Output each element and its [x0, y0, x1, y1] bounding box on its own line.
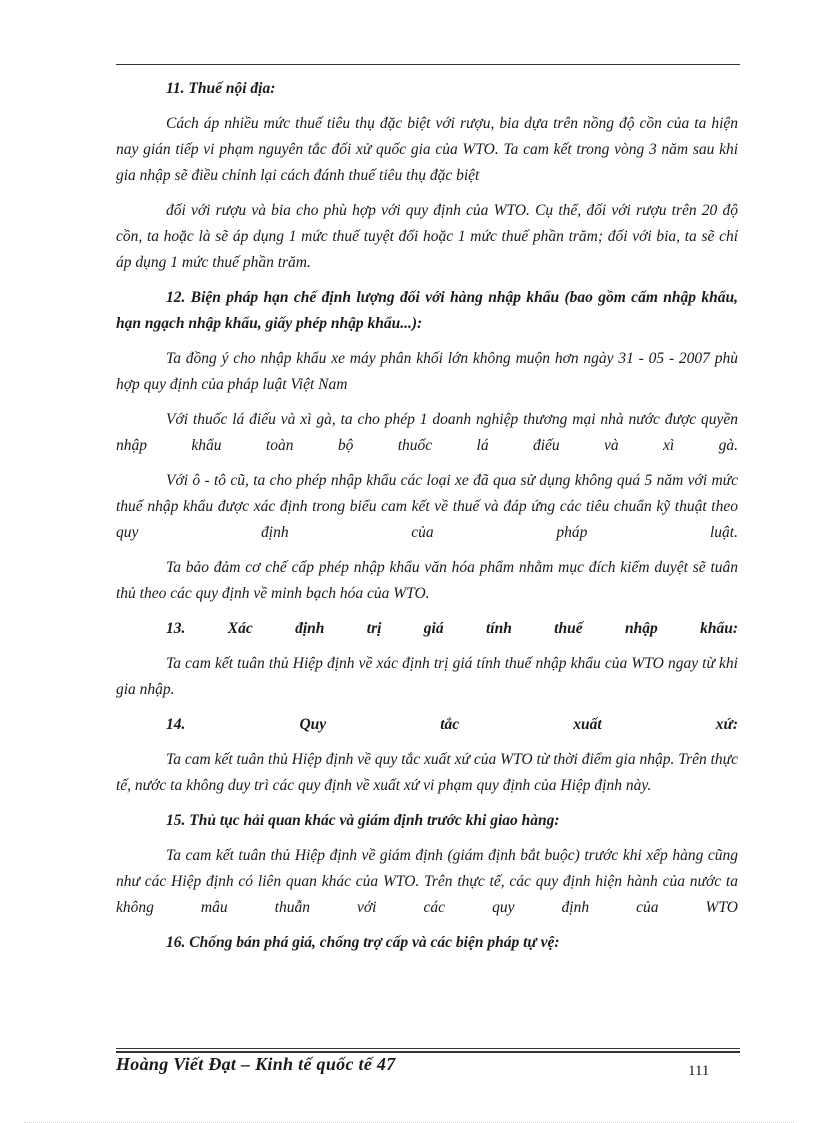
- section-16: [116, 930, 738, 956]
- section-11: [116, 76, 738, 276]
- paragraph: Với ô - tô cũ, ta cho phép nhập khẩu các loại xe đã qua sử dụng không quá 5 năm với mức thuế nhập khẩu được xác định trong biểu cam kết về thuế và đáp ứng các tiêu chuẩn kỹ thuật theo quy định của pháp luật.: [116, 472, 738, 541]
- section-heading: 16. Chống bán phá giá, chống trợ cấp và các biện pháp tự vệ:: [166, 934, 560, 951]
- section-heading: 15. Thủ tục hải quan khác và giám định trước khi giao hàng:: [166, 812, 560, 829]
- header-rule: [116, 64, 740, 65]
- footer-author: Hoàng Viết Đạt – Kinh tế quốc tế 47: [116, 1054, 396, 1074]
- section-13: [116, 616, 738, 703]
- paragraph: Ta cam kết tuân thủ Hiệp định về xác định trị giá tính thuế nhập khẩu của WTO ngay từ khi gia nhập.: [116, 655, 738, 698]
- section-heading: 11. Thuế nội địa:: [166, 80, 276, 97]
- section-15: [116, 808, 738, 921]
- section-heading: 14. Quy tắc xuất xứ:: [166, 716, 738, 733]
- paragraph: Với thuốc lá điếu và xì gà, ta cho phép 1 doanh nghiệp thương mại nhà nước được quyền nhập khẩu toàn bộ thuốc lá điếu và xì gà.: [116, 411, 738, 454]
- section-14: [116, 712, 738, 799]
- paragraph: Ta bảo đảm cơ chế cấp phép nhập khẩu văn hóa phẩm nhằm mục đích kiểm duyệt sẽ tuân thủ theo các quy định về minh bạch hóa của WTO.: [116, 559, 738, 602]
- paragraph: Ta đồng ý cho nhập khẩu xe máy phân khối lớn không muộn hơn ngày 31 - 05 - 2007 phù hợp quy định của pháp luật Việt Nam: [116, 350, 738, 393]
- paragraph: Ta cam kết tuân thủ Hiệp định về giám định (giám định bắt buộc) trước khi xếp hàng cũng như các Hiệp định có liên quan khác của WTO. Trên thực tế, các quy định hiện hành của nước ta không mâu thuẫn với các quy định của WTO: [116, 847, 738, 916]
- section-heading: 12. Biện pháp hạn chế định lượng đối với hàng nhập khẩu (bao gồm cấm nhập khẩu, hạn ngạch nhập khẩu, giấy phép nhập khẩu...):: [116, 289, 738, 332]
- paragraph: Ta cam kết tuân thủ Hiệp định về quy tắc xuất xứ của WTO từ thời điểm gia nhập. Trên thực tế, nước ta không duy trì các quy định về xuất xứ vi phạm quy định của Hiệp định này.: [116, 751, 738, 794]
- footer-rule: [116, 1048, 740, 1049]
- document-body: [116, 76, 738, 965]
- section-12: [116, 285, 738, 607]
- page-number: 111: [688, 1063, 710, 1079]
- paragraph: đối với rượu và bia cho phù hợp với quy định của WTO. Cụ thể, đối với rượu trên 20 độ cồn, ta hoặc là sẽ áp dụng 1 mức thuế tuyệt đối hoặc 1 mức thuế phần trăm; đối với bia, ta sẽ chỉ áp dụng 1 mức thuế phần trăm.: [116, 202, 738, 271]
- paragraph: Cách áp nhiều mức thuế tiêu thụ đặc biệt với rượu, bia dựa trên nồng độ cồn của ta hiện nay gián tiếp vi phạm nguyên tắc đối xử quốc gia của WTO. Ta cam kết trong vòng 3 năm sau khi gia nhập sẽ điều chỉnh lại cách đánh thuế tiêu thụ đặc biệt: [116, 115, 738, 184]
- footer-rule-thick: [116, 1051, 740, 1053]
- section-heading: 13. Xác định trị giá tính thuế nhập khẩu:: [166, 620, 738, 637]
